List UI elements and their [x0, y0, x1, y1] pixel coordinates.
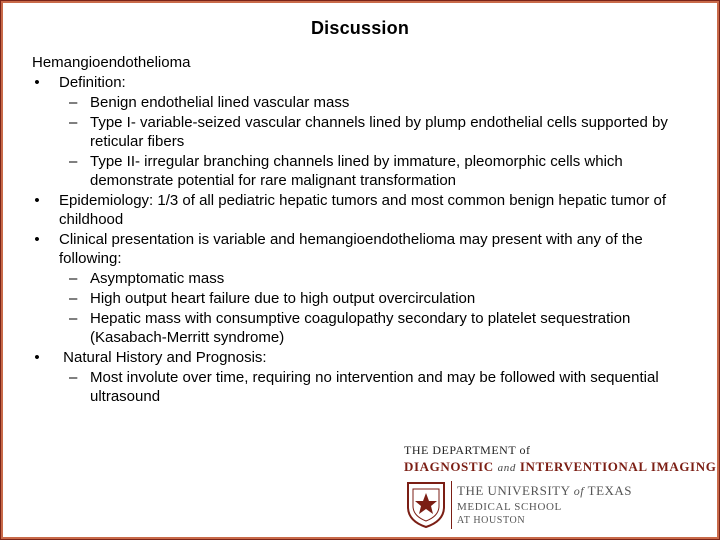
- dash-marker: –: [69, 369, 78, 386]
- logo-divider: [451, 481, 452, 529]
- bullet-text: Clinical presentation is variable and hemangioendothelioma may present with any of the following:: [59, 231, 643, 267]
- department-logo: [401, 443, 717, 535]
- bullet-text: Epidemiology: 1/3 of all pediatric hepatic tumors and most common benign hepatic tumor of childhood: [59, 192, 666, 228]
- slide-content: [32, 53, 692, 406]
- sub-bullet: [32, 93, 692, 112]
- sub-bullet: [32, 152, 692, 190]
- bullet-marker: •: [34, 231, 40, 248]
- topic-heading: Hemangioendothelioma: [32, 54, 191, 71]
- at-houston: AT HOUSTON: [457, 515, 526, 526]
- sub-bullet: [32, 289, 692, 308]
- sub-bullet-text: Most involute over time, requiring no intervention and may be followed with sequential ultrasound: [90, 369, 659, 405]
- sub-bullet: [32, 269, 692, 288]
- sub-bullet-text: Asymptomatic mass: [90, 270, 225, 287]
- bullet-natural-history: [32, 348, 692, 367]
- dash-marker: –: [69, 270, 78, 287]
- sub-bullet-text: Type II- irregular branching channels lined by immature, pleomorphic cells which demonstrate potential for rare malignant transformation: [90, 153, 623, 189]
- sub-bullet-text: High output heart failure due to high output overcirculation: [90, 290, 476, 307]
- sub-bullet-text: Benign endothelial lined vascular mass: [90, 94, 350, 111]
- sub-bullet-text: Hepatic mass with consumptive coagulopathy secondary to platelet sequestration (Kasabach-Merritt syndrome): [90, 310, 631, 346]
- dash-marker: –: [69, 153, 78, 170]
- bullet-text: Natural History and Prognosis:: [59, 349, 267, 366]
- bullet-definition: [32, 73, 692, 92]
- bullet-marker: •: [34, 192, 40, 209]
- university-name: THE UNIVERSITY of TEXAS: [457, 483, 633, 498]
- sub-bullet: [32, 309, 692, 347]
- dash-marker: –: [69, 94, 78, 111]
- bullet-clinical-presentation: [32, 230, 692, 268]
- department-line: THE DEPARTMENT of: [404, 443, 531, 457]
- diagnostic-word: DIAGNOSTIC: [404, 459, 494, 474]
- interventional-words: INTERVENTIONAL IMAGING: [519, 459, 717, 474]
- bullet-marker: •: [34, 74, 40, 91]
- sub-bullet: [32, 113, 692, 151]
- dash-marker: –: [69, 310, 78, 327]
- department-name: [404, 459, 716, 475]
- and-word: and: [497, 462, 516, 474]
- bullet-epidemiology: [32, 191, 692, 229]
- sub-bullet: [32, 368, 692, 406]
- dash-marker: –: [69, 290, 78, 307]
- medical-school: MEDICAL SCHOOL: [457, 501, 562, 513]
- dash-marker: –: [69, 114, 78, 131]
- bullet-marker: •: [34, 349, 40, 366]
- bullet-text: Definition:: [59, 74, 126, 91]
- sub-bullet-text: Type I- variable-seized vascular channels lined by plump endothelial cells supported by reticular fibers: [90, 114, 668, 150]
- slide-title: Discussion: [310, 18, 410, 38]
- university-seal-icon: [405, 481, 447, 529]
